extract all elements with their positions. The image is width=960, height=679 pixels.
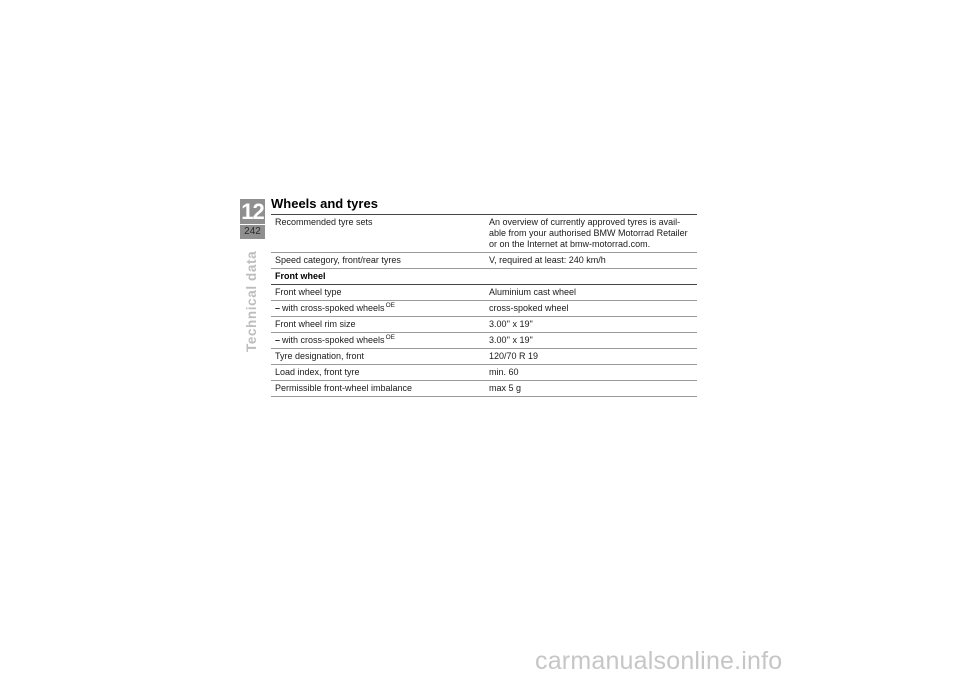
spec-label-cell [271,333,485,349]
spec-label: Tyre designation, front [271,349,485,365]
table-row [271,333,697,349]
spec-table [271,214,697,397]
page-number: 242 [244,226,261,237]
option-ex-works-marker: OE [385,302,395,309]
table-subheading-row [271,269,697,285]
table-row [271,365,697,381]
watermark: carmanualsonline.info [535,647,783,675]
spec-label: Permissible front-wheel imbalance [271,381,485,397]
spec-label: Front wheel type [271,285,485,301]
spec-label: Load index, front tyre [271,365,485,381]
spec-value: cross-spoked wheel [485,301,697,317]
spec-value: An overview of currently approved tyres is avail-able from your authorised BMW Motorrad Retailer or on the Internet at bmw-motorrad.com. [485,215,697,253]
section-title: Wheels and tyres [271,196,378,211]
dash-bullet: – [275,335,281,345]
spec-label: with cross-spoked wheels [282,335,385,345]
spec-label-cell [271,301,485,317]
chapter-number: 12 [241,199,264,224]
table-row [271,301,697,317]
dash-bullet: – [275,303,281,313]
chapter-side-title: Technical data [244,250,259,352]
spec-value: V, required at least: 240 km/h [485,253,697,269]
spec-value: min. 60 [485,365,697,381]
table-row [271,253,697,269]
table-row [271,215,697,253]
table-row [271,349,697,365]
spec-label: Recommended tyre sets [271,215,485,253]
spec-value: Aluminium cast wheel [485,285,697,301]
spec-value: 120/70 R 19 [485,349,697,365]
spec-label: Speed category, front/rear tyres [271,253,485,269]
spec-value: 3.00'' x 19'' [485,317,697,333]
option-ex-works-marker: OE [385,334,395,341]
spec-value: 3.00'' x 19'' [485,333,697,349]
spec-label: with cross-spoked wheels [282,303,385,313]
table-subheading: Front wheel [271,269,697,285]
spec-value: max 5 g [485,381,697,397]
spec-label: Front wheel rim size [271,317,485,333]
table-row [271,317,697,333]
table-row [271,381,697,397]
chapter-tab [240,199,265,239]
table-row [271,285,697,301]
